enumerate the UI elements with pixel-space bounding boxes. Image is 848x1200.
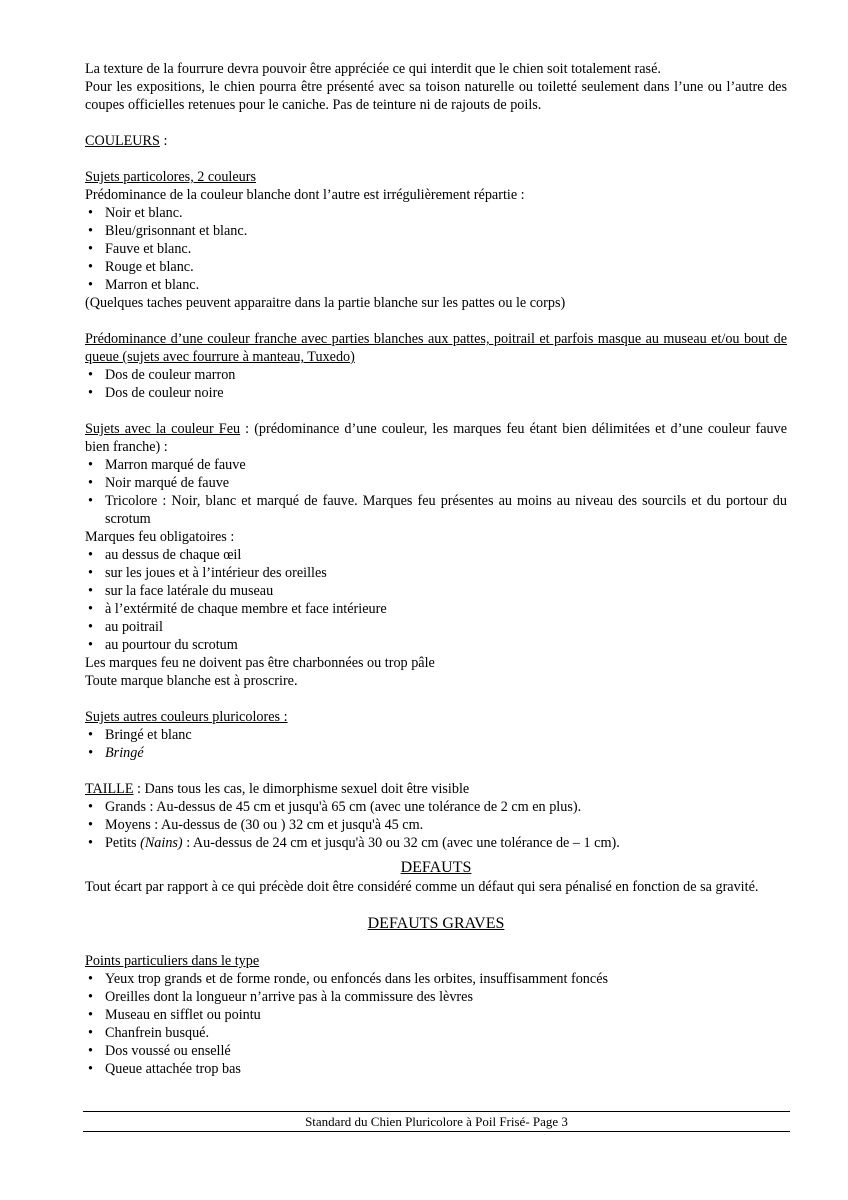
list-item: • Yeux trop grands et de forme ronde, ou enfoncés dans les orbites, insuffisamment foncés: [85, 970, 787, 988]
autres-title: Sujets autres couleurs pluricolores :: [85, 709, 288, 725]
feu-note-2: Toute marque blanche est à proscrire.: [85, 673, 298, 689]
list-item: • Bringé et blanc: [85, 726, 787, 744]
list-item: • Marron et blanc.: [85, 276, 787, 294]
taille-heading-suffix: : Dans tous les cas, le dimorphisme sexuel doit être visible: [133, 781, 470, 797]
particolores-lead: Prédominance de la couleur blanche dont l’autre est irrégulièrement répartie :: [85, 187, 525, 203]
list-item: • Museau en sifflet ou pointu: [85, 1006, 787, 1024]
list-item: • Grands : Au-dessus de 45 cm et jusqu'à 65 cm (avec une tolérance de 2 cm en plus).: [85, 798, 787, 816]
autres-list: [85, 726, 787, 762]
list-item: • Noir et blanc.: [85, 204, 787, 222]
list-item: • Bleu/grisonnant et blanc.: [85, 222, 787, 240]
list-item: • Rouge et blanc.: [85, 258, 787, 276]
list-item: • au dessus de chaque œil: [85, 546, 787, 564]
petits-nains: (Nains): [140, 835, 183, 851]
feu-obligatoires-lead: Marques feu obligatoires :: [85, 529, 235, 545]
defauts-graves-subheading: Points particuliers dans le type: [85, 953, 260, 969]
particolores-title: Sujets particolores, 2 couleurs: [85, 169, 256, 185]
list-item: • Tricolore : Noir, blanc et marqué de fauve. Marques feu présentes au moins au niveau des sourcils et du portour du scrotum: [85, 492, 787, 528]
intro-paragraph-2: Pour les expositions, le chien pourra être présenté avec sa toison naturelle ou toiletté seulement dans l’une ou l’autre des coupes officielles retenues pour le caniche. Pas de teinture ni de rajouts de poils.: [85, 79, 787, 113]
list-item: [85, 834, 787, 852]
page-body: [85, 60, 787, 1078]
defauts-heading: DEFAUTS: [400, 859, 472, 876]
list-item: • Chanfrein busqué.: [85, 1024, 787, 1042]
list-item: • Dos de couleur marron: [85, 366, 787, 384]
list-item: • sur les joues et à l’intérieur des oreilles: [85, 564, 787, 582]
petits-text: : Au-dessus de 24 cm et jusqu'à 30 ou 32 cm (avec une tolérance de – 1 cm).: [182, 835, 620, 851]
list-item: • Fauve et blanc.: [85, 240, 787, 258]
list-item: • à l’extérmité de chaque membre et face intérieure: [85, 600, 787, 618]
couleurs-heading-label: COULEURS: [85, 133, 160, 149]
list-item: • sur la face latérale du museau: [85, 582, 787, 600]
particolores-note: (Quelques taches peuvent apparaitre dans la partie blanche sur les pattes ou le corps): [85, 295, 566, 311]
list-item: • Moyens : Au-dessus de (30 ou ) 32 cm et jusqu'à 45 cm.: [85, 816, 787, 834]
list-item: • au pourtour du scrotum: [85, 636, 787, 654]
taille-list: [85, 798, 787, 852]
franche-title: Prédominance d’une couleur franche avec parties blanches aux pattes, poitrail et parfois masque au museau et/ou bout de queue (sujets avec fourrure à manteau, Tuxedo): [85, 331, 787, 365]
list-item: • au poitrail: [85, 618, 787, 636]
couleurs-heading-suffix: :: [159, 133, 168, 149]
page-footer: Standard du Chien Pluricolore à Poil Frisé- Page 3: [83, 1111, 790, 1132]
feu-obligatoires-list: [85, 546, 787, 654]
taille-heading-label: TAILLE: [85, 781, 134, 797]
feu-note-1: Les marques feu ne doivent pas être charbonnées ou trop pâle: [85, 655, 435, 671]
defauts-graves-heading: DEFAUTS GRAVES: [367, 915, 505, 932]
petits-label: Petits: [105, 835, 141, 851]
defauts-text: Tout écart par rapport à ce qui précède doit être considéré comme un défaut qui sera pénalisé en fonction de sa gravité.: [85, 879, 759, 895]
list-item: • Oreilles dont la longueur n’arrive pas à la commissure des lèvres: [85, 988, 787, 1006]
particolores-list: [85, 204, 787, 294]
feu-title-label: Sujets avec la couleur Feu: [85, 421, 241, 437]
feu-title-suffix: : (prédominance d’une couleur, les marques feu étant bien délimitées et d’une couleur fauve bien franche) :: [85, 421, 788, 455]
franche-list: [85, 366, 787, 402]
list-item: • Bringé: [85, 744, 787, 762]
couleurs-heading: [85, 132, 787, 150]
defauts-graves-list: [85, 970, 787, 1078]
feu-title: [85, 420, 787, 456]
feu-list: [85, 456, 787, 528]
taille-heading: [85, 780, 787, 798]
list-item: • Marron marqué de fauve: [85, 456, 787, 474]
list-item: • Noir marqué de fauve: [85, 474, 787, 492]
list-item: • Dos de couleur noire: [85, 384, 787, 402]
list-item: • Queue attachée trop bas: [85, 1060, 787, 1078]
list-item: • Dos voussé ou ensellé: [85, 1042, 787, 1060]
intro-paragraph-1: La texture de la fourrure devra pouvoir être appréciée ce qui interdit que le chien soit totalement rasé.: [85, 61, 661, 77]
